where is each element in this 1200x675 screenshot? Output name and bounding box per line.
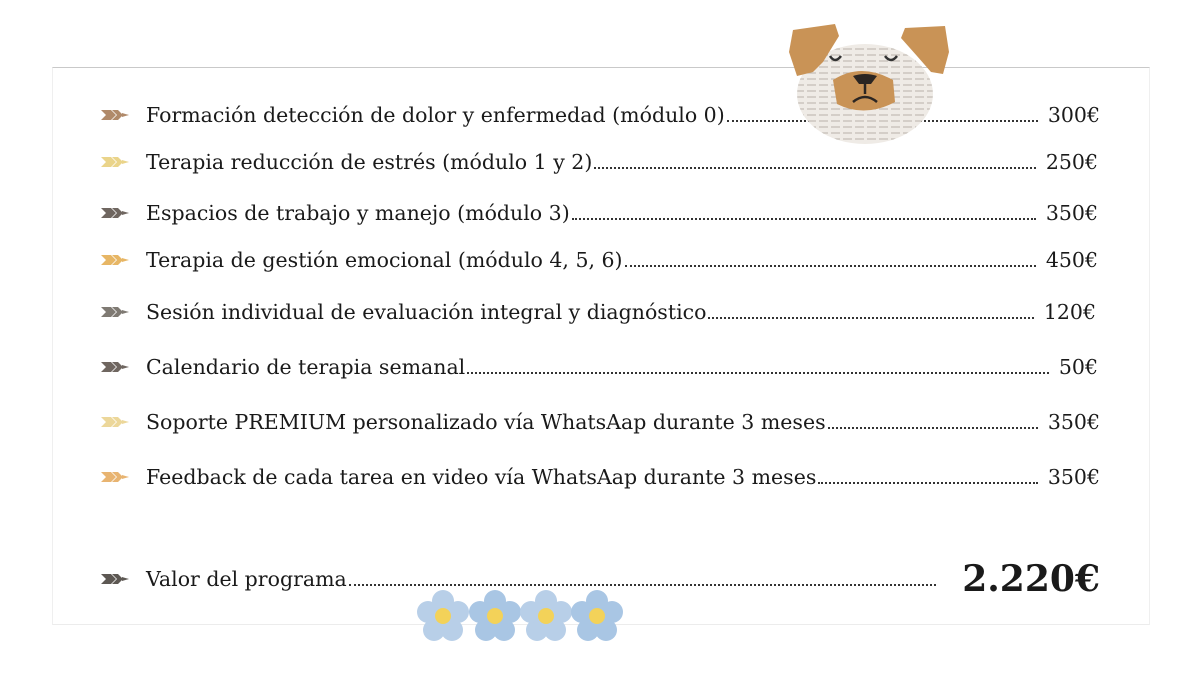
item-label: Calendario de terapia semanal: [146, 355, 466, 379]
leader-dots: [818, 482, 1037, 484]
item-price: 350€: [1047, 465, 1100, 489]
item-label: Feedback de cada tarea en video vía WhatsAap durante 3 meses: [146, 465, 817, 489]
item-price: 300€: [1047, 103, 1100, 127]
double-arrow-icon: [100, 108, 130, 122]
list-item: [100, 245, 1098, 275]
item-label: Espacios de trabajo y manejo (módulo 3): [146, 201, 570, 225]
leader-dots: [467, 372, 1049, 374]
double-arrow-icon: [100, 253, 130, 267]
double-arrow-icon: [100, 305, 130, 319]
item-price: 450€: [1045, 248, 1098, 272]
double-arrow-icon: [100, 470, 130, 484]
list-item: [100, 407, 1100, 437]
leader-dots: [572, 218, 1036, 220]
item-label: Formación detección de dolor y enfermedad (módulo 0): [146, 103, 725, 127]
item-label: Terapia de gestión emocional (módulo 4, 5, 6): [146, 248, 623, 272]
dog-face-illustration: [783, 22, 953, 144]
list-item: [100, 198, 1098, 228]
leader-dots: [708, 317, 1033, 319]
item-price: 350€: [1047, 410, 1100, 434]
item-price: 120€: [1043, 300, 1096, 324]
total-price: 2.220€: [962, 558, 1100, 600]
item-price: 350€: [1045, 201, 1098, 225]
double-arrow-icon: [100, 206, 130, 220]
item-label: Terapia reducción de estrés (módulo 1 y 2): [146, 150, 593, 174]
double-arrow-icon: [100, 415, 130, 429]
list-item: [100, 147, 1098, 177]
item-label: Sesión individual de evaluación integral y diagnóstico: [146, 300, 707, 324]
total-label: Valor del programa: [146, 567, 347, 591]
item-price: 250€: [1045, 150, 1098, 174]
item-price: 50€: [1058, 355, 1098, 379]
list-item: [100, 297, 1096, 327]
item-label: Soporte PREMIUM personalizado vía WhatsAap durante 3 meses: [146, 410, 826, 434]
leader-dots: [625, 265, 1036, 267]
leader-dots: [594, 167, 1035, 169]
double-arrow-icon: [100, 572, 130, 586]
double-arrow-icon: [100, 155, 130, 169]
crochet-flowers-decoration: [415, 586, 627, 646]
leader-dots: [828, 427, 1038, 429]
list-item: [100, 352, 1098, 382]
list-item: [100, 462, 1100, 492]
double-arrow-icon: [100, 360, 130, 374]
